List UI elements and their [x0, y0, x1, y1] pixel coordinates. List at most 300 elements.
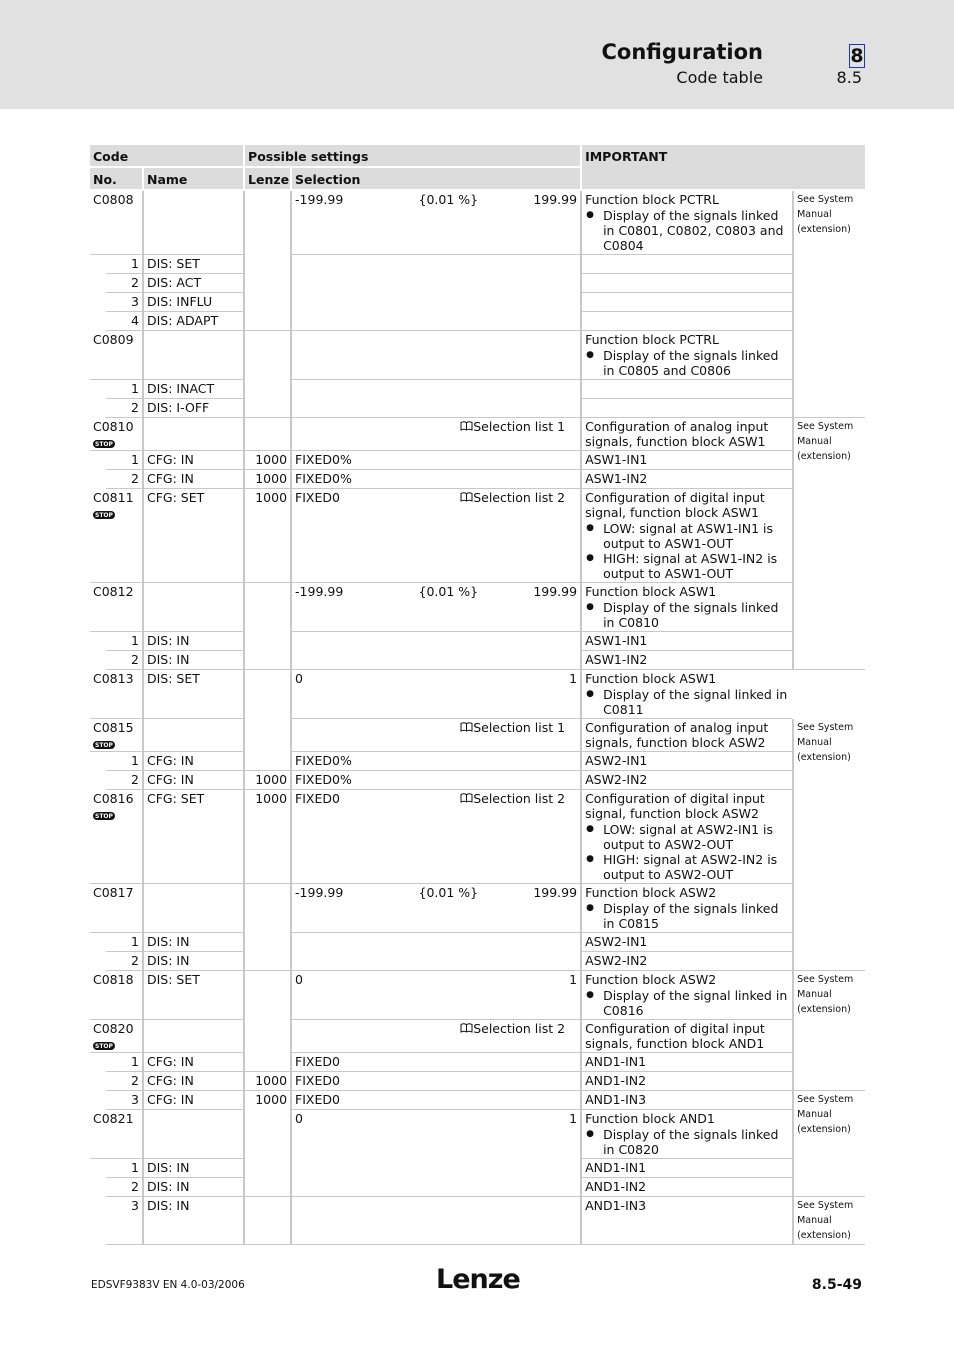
- subcode-number: 1: [106, 933, 142, 952]
- see-system-manual-note: See System Manual (extension): [792, 1091, 865, 1197]
- bullet-list: [585, 988, 789, 1018]
- selection-list-link[interactable]: [460, 490, 577, 506]
- footer-doc-id: EDSVF9383V EN 4.0-03/2006: [91, 1279, 245, 1291]
- name-cell: DIS: IN: [142, 1159, 243, 1178]
- lenze-cell: 1000: [243, 451, 290, 470]
- important-text: AND1-IN3: [585, 1198, 647, 1213]
- name-cell: [142, 583, 243, 632]
- header-name: Name: [142, 168, 243, 191]
- code-cell: [90, 583, 142, 632]
- bullet-item: ● Display of the signals linked in C0805 and C0806: [603, 348, 789, 378]
- stop-icon: STOP: [95, 441, 113, 448]
- important-cell: [580, 952, 792, 971]
- name-cell: [142, 191, 243, 255]
- name-cell: CFG: IN: [142, 1053, 243, 1072]
- important-cell: [580, 293, 792, 312]
- header-important: IMPORTANT: [580, 145, 865, 191]
- selection-cell: [290, 418, 580, 451]
- important-text: ASW1-IN1: [585, 452, 648, 467]
- code-row: [90, 489, 865, 583]
- important-cell: [580, 790, 792, 884]
- name-cell: CFG: IN: [142, 451, 243, 470]
- indent-cell: [90, 752, 106, 771]
- code-cell: [90, 670, 142, 719]
- name-cell: [142, 331, 243, 380]
- selection-cell: [290, 470, 580, 489]
- name-cell: DIS: INACT: [142, 380, 243, 399]
- section-number: 8.5: [836, 68, 862, 87]
- range-min: 0: [295, 972, 303, 987]
- bullet-item: ● Display of the signals linked in C0810: [603, 600, 789, 630]
- important-text: AND1-IN2: [585, 1073, 647, 1088]
- selection-values: [295, 1111, 577, 1126]
- indent-cell: [90, 1178, 106, 1197]
- code-cell: [90, 1020, 142, 1053]
- code-row: [90, 971, 865, 1020]
- range-step: {0.01 %}: [418, 584, 479, 599]
- subcode-row: [90, 933, 865, 952]
- indent-cell: [90, 255, 106, 274]
- range-max: 1: [569, 1111, 578, 1126]
- important-text: AND1-IN1: [585, 1054, 647, 1069]
- bullet-list: [585, 208, 789, 253]
- subcode-number: 2: [106, 651, 142, 670]
- lenze-cell: [243, 884, 290, 971]
- selection-cell: [290, 451, 580, 470]
- code-cell: [90, 790, 142, 884]
- subcode-row: [90, 470, 865, 489]
- indent-cell: [90, 952, 106, 971]
- selection-value: FIXED0%: [295, 772, 352, 787]
- subcode-row: [90, 380, 865, 399]
- range-max: 199.99: [533, 192, 578, 207]
- selection-list-label: Selection list 2: [473, 791, 566, 806]
- selection-values: [295, 772, 577, 787]
- lenze-cell: 1000: [243, 1091, 290, 1197]
- indent-cell: [90, 933, 106, 952]
- selection-cell: [290, 971, 580, 1020]
- name-cell: DIS: IN: [142, 632, 243, 651]
- important-cell: [580, 752, 792, 771]
- bullet-list: [585, 901, 789, 931]
- range-max: 1: [569, 972, 578, 987]
- range-step: [323, 972, 569, 987]
- stop-icon: STOP: [95, 813, 113, 820]
- important-cell: [580, 418, 792, 451]
- important-cell: [580, 331, 792, 380]
- selection-list-link[interactable]: [460, 419, 577, 435]
- name-cell: DIS: SET: [142, 670, 243, 719]
- code-number: C0813: [93, 671, 134, 686]
- lenze-cell: [243, 331, 290, 418]
- code-row: [90, 583, 865, 632]
- see-system-manual-note: See System Manual (extension): [792, 719, 865, 971]
- selection-values: [295, 419, 577, 435]
- book-icon: [460, 491, 473, 506]
- important-cell: [580, 312, 792, 331]
- subcode-number: 4: [106, 312, 142, 331]
- name-cell: [142, 1020, 243, 1053]
- chapter-number: 8: [850, 45, 864, 67]
- important-cell: [580, 1159, 792, 1178]
- important-text: Configuration of digital input signal, function block ASW1: [585, 490, 765, 520]
- range-max: 199.99: [533, 885, 578, 900]
- lenze-cell: [243, 971, 290, 1072]
- range-step: [323, 1111, 569, 1126]
- selection-cell: [290, 790, 580, 884]
- important-text: Function block PCTRL: [585, 192, 719, 207]
- code-row: [90, 1020, 865, 1053]
- bullet-item: ● HIGH: signal at ASW1-IN2 is output to ASW1-OUT: [603, 551, 789, 581]
- selection-value: FIXED0: [295, 791, 340, 806]
- code-number: C0815: [93, 720, 134, 735]
- subcode-number: 2: [106, 771, 142, 790]
- name-cell: CFG: IN: [142, 1072, 243, 1091]
- see-system-manual-note: See System Manual (extension): [792, 191, 865, 418]
- important-text: Function block ASW1: [585, 584, 717, 599]
- code-cell: [90, 971, 142, 1020]
- book-icon: [460, 1022, 473, 1037]
- code-number: C0810: [93, 419, 134, 434]
- selection-values: [295, 1073, 577, 1088]
- page-title: Configuration: [601, 40, 763, 64]
- indent-cell: [90, 1159, 106, 1178]
- code-row: [90, 790, 865, 884]
- code-number: C0811: [93, 490, 134, 505]
- bullet-list: [585, 348, 789, 378]
- name-cell: DIS: IN: [142, 952, 243, 971]
- name-cell: CFG: SET: [142, 790, 243, 884]
- subcode-number: 1: [106, 752, 142, 771]
- bullet-list: [585, 1127, 789, 1157]
- important-cell: [580, 771, 792, 790]
- important-text: Configuration of analog input signals, function block ASW1: [585, 419, 769, 449]
- important-text: Function block ASW2: [585, 885, 717, 900]
- code-number: C0821: [93, 1111, 134, 1126]
- important-cell: [580, 255, 792, 274]
- name-cell: DIS: SET: [142, 255, 243, 274]
- range-step: {0.01 %}: [418, 192, 479, 207]
- range-min: 0: [295, 1111, 303, 1126]
- important-cell: [580, 971, 792, 1020]
- subcode-row: [90, 1053, 865, 1072]
- bullet-item: ● Display of the signals linked in C0815: [603, 901, 789, 931]
- table-header-row-1: [90, 145, 865, 168]
- name-cell: DIS: I-OFF: [142, 399, 243, 418]
- selection-cell: [290, 719, 580, 752]
- name-cell: [142, 719, 243, 752]
- indent-cell: [90, 274, 106, 293]
- selection-values: [295, 490, 577, 506]
- name-cell: [142, 884, 243, 933]
- bullet-item: ● LOW: signal at ASW2-IN1 is output to ASW2-OUT: [603, 822, 789, 852]
- selection-values: [295, 720, 577, 736]
- important-cell: [580, 651, 792, 670]
- selection-cell: [290, 632, 580, 670]
- important-cell: [580, 583, 792, 632]
- subcode-number: 1: [106, 380, 142, 399]
- important-text: Function block ASW2: [585, 972, 717, 987]
- selection-value: FIXED0: [295, 1073, 340, 1088]
- important-text: AND1-IN2: [585, 1179, 647, 1194]
- code-row: [90, 191, 865, 255]
- selection-list-label: Selection list 1: [473, 419, 566, 434]
- name-cell: DIS: SET: [142, 971, 243, 1020]
- selection-cell: [290, 670, 580, 719]
- see-system-manual-note: See System Manual (extension): [792, 971, 865, 1091]
- subcode-row: [90, 771, 865, 790]
- subcode-number: 2: [106, 1072, 142, 1091]
- book-icon: [460, 721, 473, 736]
- code-cell: [90, 719, 142, 752]
- indent-cell: [90, 380, 106, 399]
- important-cell: [580, 1020, 792, 1053]
- name-cell: CFG: IN: [142, 1091, 243, 1110]
- selection-list-label: Selection list 2: [473, 490, 566, 505]
- important-cell: [580, 719, 792, 752]
- stop-icon: STOP: [95, 512, 113, 519]
- selection-values: [295, 471, 577, 486]
- important-cell: [580, 933, 792, 952]
- range-step: {0.01 %}: [418, 885, 479, 900]
- subcode-row: [90, 1091, 865, 1110]
- book-icon: [460, 420, 473, 435]
- important-text: Function block PCTRL: [585, 332, 719, 347]
- lenze-cell: 1000: [243, 470, 290, 489]
- name-cell: DIS: ADAPT: [142, 312, 243, 331]
- selection-cell: [290, 752, 580, 771]
- subcode-number: 2: [106, 470, 142, 489]
- name-cell: DIS: IN: [142, 1178, 243, 1197]
- name-cell: CFG: IN: [142, 752, 243, 771]
- indent-cell: [90, 312, 106, 331]
- important-cell: [580, 470, 792, 489]
- selection-cell: [290, 1053, 580, 1072]
- important-text: AND1-IN1: [585, 1160, 647, 1175]
- lenze-cell: [243, 1197, 290, 1245]
- lenze-cell: 1000: [243, 790, 290, 884]
- indent-cell: [90, 399, 106, 418]
- selection-cell: [290, 191, 580, 255]
- name-cell: CFG: IN: [142, 771, 243, 790]
- selection-cell: [290, 933, 580, 971]
- bullet-item: ● Display of the signal linked in C0811: [603, 687, 789, 717]
- selection-value: FIXED0%: [295, 452, 352, 467]
- header-selection: Selection: [290, 168, 580, 191]
- code-row: [90, 331, 865, 380]
- important-text: AND1-IN3: [585, 1092, 647, 1107]
- selection-list-link[interactable]: [460, 720, 577, 736]
- selection-cell: [290, 1110, 580, 1197]
- selection-list-link[interactable]: [460, 1021, 577, 1037]
- bullet-list: [585, 600, 789, 630]
- selection-values: [295, 885, 577, 900]
- name-cell: DIS: IN: [142, 651, 243, 670]
- bullet-item: ● Display of the signals linked in C0801, C0802, C0803 and C0804: [603, 208, 789, 253]
- selection-list-label: Selection list 2: [473, 1021, 566, 1036]
- see-system-manual-note: See System Manual (extension): [792, 1197, 865, 1245]
- subcode-row: [90, 632, 865, 651]
- range-max: 199.99: [533, 584, 578, 599]
- indent-cell: [90, 1197, 106, 1245]
- indent-cell: [90, 651, 106, 670]
- indent-cell: [90, 771, 106, 790]
- important-text: ASW1-IN1: [585, 633, 648, 648]
- subcode-row: [90, 752, 865, 771]
- important-cell: [580, 1072, 792, 1091]
- important-cell: [580, 1197, 792, 1245]
- important-text: Function block AND1: [585, 1111, 715, 1126]
- lenze-cell: [243, 418, 290, 451]
- code-number: C0820: [93, 1021, 134, 1036]
- code-row: [90, 1110, 865, 1159]
- name-cell: CFG: IN: [142, 470, 243, 489]
- lenze-cell: 1000: [243, 1072, 290, 1091]
- selection-values: [295, 753, 577, 768]
- subcode-row: [90, 255, 865, 274]
- subcode-number: 1: [106, 1053, 142, 1072]
- selection-values: [295, 1021, 577, 1037]
- selection-cell: [290, 771, 580, 790]
- subcode-row: [90, 1197, 865, 1245]
- stop-icon: STOP: [95, 1043, 113, 1050]
- selection-values: [295, 1092, 577, 1107]
- selection-cell: [290, 1091, 580, 1110]
- lenze-cell: [243, 191, 290, 331]
- range-min: -199.99: [295, 885, 344, 900]
- selection-values: [295, 791, 577, 807]
- code-number: C0809: [93, 332, 134, 347]
- book-icon: [460, 792, 473, 807]
- selection-cell: [290, 1020, 580, 1053]
- important-text: ASW2-IN2: [585, 953, 648, 968]
- range-min: -199.99: [295, 192, 344, 207]
- see-system-manual-note: See System Manual (extension): [792, 418, 865, 670]
- name-cell: [142, 418, 243, 451]
- selection-values: [295, 972, 577, 987]
- header-band: [0, 0, 954, 109]
- subcode-number: 1: [106, 632, 142, 651]
- selection-cell: [290, 380, 580, 418]
- important-cell: [580, 191, 792, 255]
- subcode-number: 3: [106, 1197, 142, 1245]
- selection-value: FIXED0: [295, 490, 340, 505]
- name-cell: DIS: INFLU: [142, 293, 243, 312]
- indent-cell: [90, 451, 106, 470]
- code-cell: [90, 489, 142, 583]
- table-body: [90, 191, 865, 1245]
- range-step: [323, 671, 569, 686]
- header-lenze: Lenze: [243, 168, 290, 191]
- important-text: ASW1-IN2: [585, 471, 648, 486]
- important-cell: [580, 274, 792, 293]
- code-row: [90, 719, 865, 752]
- indent-cell: [90, 1091, 106, 1110]
- important-cell: [580, 632, 792, 651]
- stop-icon: STOP: [95, 742, 113, 749]
- selection-values: [295, 671, 577, 686]
- code-cell: [90, 1110, 142, 1159]
- indent-cell: [90, 470, 106, 489]
- bullet-item: ● HIGH: signal at ASW2-IN2 is output to ASW2-OUT: [603, 852, 789, 882]
- selection-value: FIXED0: [295, 1092, 340, 1107]
- important-text: ASW2-IN2: [585, 772, 648, 787]
- important-cell: [580, 399, 792, 418]
- bullet-list: [585, 822, 789, 882]
- bullet-item: ● Display of the signals linked in C0820: [603, 1127, 789, 1157]
- selection-value: FIXED0: [295, 1054, 340, 1069]
- code-row: [90, 670, 865, 719]
- selection-values: [295, 584, 577, 599]
- subcode-row: [90, 451, 865, 470]
- important-text: ASW2-IN1: [585, 934, 648, 949]
- selection-list-label: Selection list 1: [473, 720, 566, 735]
- selection-cell: [290, 583, 580, 632]
- bullet-list: [585, 687, 789, 717]
- header-code: Code: [90, 145, 243, 168]
- important-cell: [580, 451, 792, 470]
- footer-page-number: 8.5-49: [811, 1277, 862, 1293]
- code-number: C0817: [93, 885, 134, 900]
- name-cell: DIS: IN: [142, 933, 243, 952]
- important-text: Configuration of analog input signals, function block ASW2: [585, 720, 769, 750]
- lenze-logo: Lenze: [436, 1264, 520, 1295]
- header-no: No.: [90, 168, 142, 191]
- important-cell: [580, 1178, 792, 1197]
- bullet-list: [585, 521, 789, 581]
- selection-value: FIXED0%: [295, 753, 352, 768]
- selection-cell: [290, 331, 580, 380]
- subcode-number: 2: [106, 399, 142, 418]
- code-cell: [90, 191, 142, 255]
- lenze-cell: [243, 670, 290, 771]
- range-min: -199.99: [295, 584, 344, 599]
- name-cell: [142, 1110, 243, 1159]
- selection-values: [295, 192, 577, 207]
- indent-cell: [90, 632, 106, 651]
- code-row: [90, 884, 865, 933]
- code-number: C0816: [93, 791, 134, 806]
- code-table: [90, 145, 865, 1245]
- subcode-number: 1: [106, 1159, 142, 1178]
- important-cell: [580, 1091, 792, 1110]
- important-text: Function block ASW1: [585, 671, 717, 686]
- important-text: ASW2-IN1: [585, 753, 648, 768]
- subcode-row: [90, 1072, 865, 1091]
- indent-cell: [90, 293, 106, 312]
- code-cell: [90, 331, 142, 380]
- selection-cell: [290, 1197, 580, 1245]
- important-text: ASW1-IN2: [585, 652, 648, 667]
- name-cell: CFG: SET: [142, 489, 243, 583]
- important-cell: [580, 1110, 792, 1159]
- code-number: C0808: [93, 192, 134, 207]
- important-cell: [580, 380, 792, 399]
- name-cell: DIS: IN: [142, 1197, 243, 1245]
- important-cell: [580, 489, 792, 583]
- subcode-number: 3: [106, 1091, 142, 1110]
- selection-list-link[interactable]: [460, 791, 577, 807]
- lenze-cell: [243, 583, 290, 670]
- bullet-item: ● Display of the signal linked in C0816: [603, 988, 789, 1018]
- subcode-number: 2: [106, 274, 142, 293]
- lenze-cell: 1000: [243, 771, 290, 790]
- selection-cell: [290, 884, 580, 933]
- subcode-number: 2: [106, 952, 142, 971]
- code-number: C0812: [93, 584, 134, 599]
- important-cell: [580, 1053, 792, 1072]
- range-max: 1: [569, 671, 578, 686]
